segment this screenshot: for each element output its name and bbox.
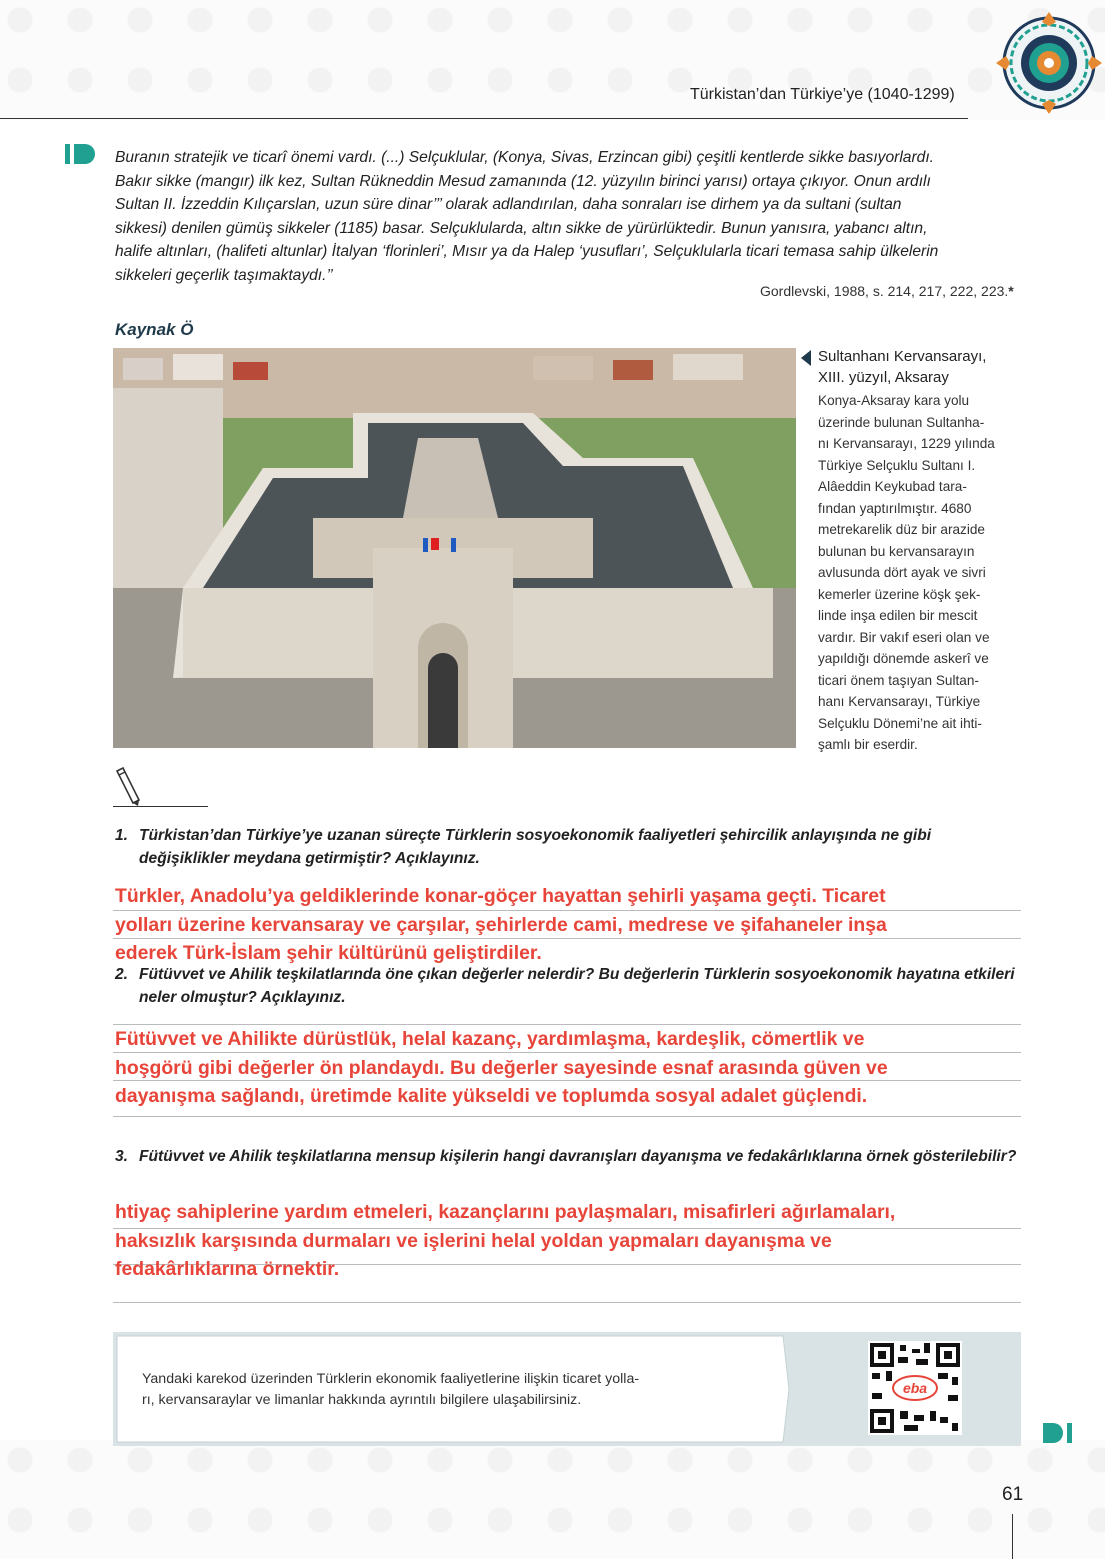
- source-label: Kaynak Ö: [115, 320, 194, 339]
- answer-2[interactable]: [115, 1025, 1033, 1111]
- question-2: [115, 963, 1021, 1009]
- caption-pointer-icon: [801, 350, 811, 366]
- question-number: 3.: [115, 1148, 129, 1165]
- quote-line: Bakır sikke (mangır) ilk kez, Sultan Rükneddin Mesud zamanında (12. yüzyılın birinci yarısı) ortaya çıkıyor. Onun ardılı: [115, 172, 931, 190]
- caption-line: fından yaptırılmıştır. 4680: [818, 500, 972, 516]
- answer-line-text: yolları üzerine kervansaray ve çarşılar, şehirlerde cami, medrese ve şifahaneler inşa: [115, 913, 887, 936]
- quote-line: Buranın stratejik ve ticarî önemi vardı. (...) Selçuklular, (Konya, Sivas, Erzincan gibi) çeşitli kentlerde sikke basıyorlardı.: [115, 149, 934, 166]
- qr-code-icon[interactable]: [868, 1341, 962, 1435]
- header-divider: [0, 118, 968, 119]
- caption-line: Alâeddin Keykubad tara-: [818, 479, 967, 494]
- answer-line-text: dayanışma sağlandı, üretimde kalite yükseldi ve toplumda sosyal adalet güçlendi.: [115, 1085, 868, 1107]
- answer-1[interactable]: [115, 882, 1033, 968]
- answer-3[interactable]: [115, 1198, 1033, 1284]
- citation-mark: *: [1008, 283, 1014, 299]
- unit-title: Türkistan’dan Türkiye’ye (1040-1299): [690, 86, 955, 103]
- rosette-ornament-icon: [996, 12, 1102, 114]
- question-3: [115, 1145, 1021, 1168]
- caption-line: Selçuklu Dönemi’ne ait ihti-: [818, 715, 982, 731]
- answer-line-text: hoşgörü gibi değerler ön plandaydı. Bu değerler sayesinde esnaf arasında güven ve: [115, 1056, 888, 1079]
- caption-line: yapıldığı dönemde askerî ve: [818, 651, 989, 666]
- question-text: Fütüvvet ve Ahilik teşkilatlarında öne çıkan değerler nelerdir? Bu değerlerin Türklerin sosyoekonomik hayatına etkileri neler olmuştur? Açıklayınız.: [139, 966, 1015, 1006]
- section-start-icon: [65, 144, 95, 164]
- quote-line: sikkeleri geçerlik taşımaktaydı.’’: [115, 266, 333, 284]
- caption-line: şamlı bir eserdir.: [818, 737, 918, 752]
- info-line: rı, kervansaraylar ve limanlar hakkında ayrıntılı bilgilere ulaşabilirsiniz.: [142, 1392, 582, 1408]
- caption-line: bulunan bu kervansarayın: [818, 543, 975, 559]
- pencil-icon: [113, 767, 143, 807]
- footer-background-pattern: [0, 1440, 1105, 1559]
- caption-title-line: Sultanhanı Kervansarayı,: [818, 348, 987, 365]
- caption-line: Türkiye Selçuklu Sultanı I.: [818, 457, 976, 473]
- caption-line: Konya-Aksaray kara yolu: [818, 393, 970, 408]
- caption-line: avlusunda dört ayak ve sivri: [818, 565, 986, 580]
- citation: [760, 283, 1014, 299]
- photo-caption-title: [818, 346, 1028, 388]
- caption-title-line: XIII. yüzyıl, Aksaray: [818, 369, 949, 386]
- caption-line: vardır. Bir vakıf eseri olan ve: [818, 629, 990, 645]
- answer-line-text: fedakârlıklarına örnektir.: [115, 1258, 340, 1280]
- question-text: Fütüvvet ve Ahilik teşkilatlarına mensup kişilerin hangi davranışları dayanışma ve fedakârlıklarına örnek gösterilebilir?: [139, 1148, 1017, 1165]
- quote-line: Sultan II. İzzeddin Kılıçarslan, uzun süre dinar’’’ olarak adlandırılan, daha sonraları ise dirhem ya da sultani (sultan: [115, 196, 902, 214]
- caption-line: metrekarelik düz bir arazide: [818, 522, 985, 537]
- quote-line: halife altınları, (halifeti altunlar) İtalyan ‘florinleri’, Mısır ya da Halep ‘yusufları’, Selçuklularla ticari temasa sahip ülkelerin: [115, 243, 939, 261]
- answer-line: [113, 1302, 1021, 1303]
- caption-line: ticari önem taşıyan Sultan-: [818, 672, 979, 688]
- photo-caption-body: [818, 390, 1021, 756]
- caption-line: linde inşa edilen bir mescit: [818, 608, 978, 623]
- answer-line-text: htiyaç sahiplerine yardım etmeleri, kazançlarını paylaşmaları, misafirleri ağırlamaları,: [115, 1201, 896, 1223]
- pencil-underline: [113, 806, 208, 807]
- caption-line: nı Kervansarayı, 1229 yılında: [818, 436, 995, 451]
- caption-line: üzerinde bulunan Sultanha-: [818, 414, 985, 430]
- qr-info-text: [142, 1369, 762, 1411]
- question-text: Türkistan’dan Türkiye’ye uzanan süreçte Türklerin sosyoekonomik faaliyetleri şehircilik anlayışında ne gibi değişiklikler meydana getirmiştir? Açıklayınız.: [139, 827, 932, 867]
- section-end-icon: [1043, 1423, 1073, 1443]
- question-number: 2.: [115, 966, 129, 983]
- page-number: 61: [1002, 1484, 1024, 1505]
- answer-line-text: Fütüvvet ve Ahilikte dürüstlük, helal kazanç, yardımlaşma, kardeşlik, cömertlik ve: [115, 1028, 865, 1050]
- page-number-rule: [1012, 1514, 1013, 1559]
- answer-line-text: Türkler, Anadolu’ya geldiklerinde konar-göçer hayattan şehirli yaşama geçti. Ticaret: [115, 885, 886, 907]
- question-1: [115, 824, 1021, 870]
- quote-line: sikkesi) denilen gümüş sikkeler (1185) basar. Selçuklularda, altın sikke de yürürlüktedir. Bunun yanısıra, yabancı altın,: [115, 219, 928, 237]
- caption-line: hanı Kervansarayı, Türkiye: [818, 694, 981, 709]
- info-line: Yandaki karekod üzerinden Türklerin ekonomik faaliyetlerine ilişkin ticaret yolla-: [142, 1371, 640, 1387]
- question-number: 1.: [115, 827, 129, 844]
- source-quote: [115, 146, 1021, 288]
- answer-line-text: ederek Türk-İslam şehir kültürünü geliştirdiler.: [115, 942, 542, 964]
- caravanserai-photo: [113, 348, 796, 748]
- qr-logo-text: eba: [902, 1380, 928, 1396]
- answer-line-text: haksızlık karşısında durmaları ve işlerini helal yoldan yapmaları dayanışma ve: [115, 1229, 832, 1252]
- answer-line: [113, 1116, 1021, 1117]
- caption-line: kemerler üzerine köşk şek-: [818, 586, 981, 602]
- citation-text: Gordlevski, 1988, s. 214, 217, 222, 223.: [760, 283, 1009, 299]
